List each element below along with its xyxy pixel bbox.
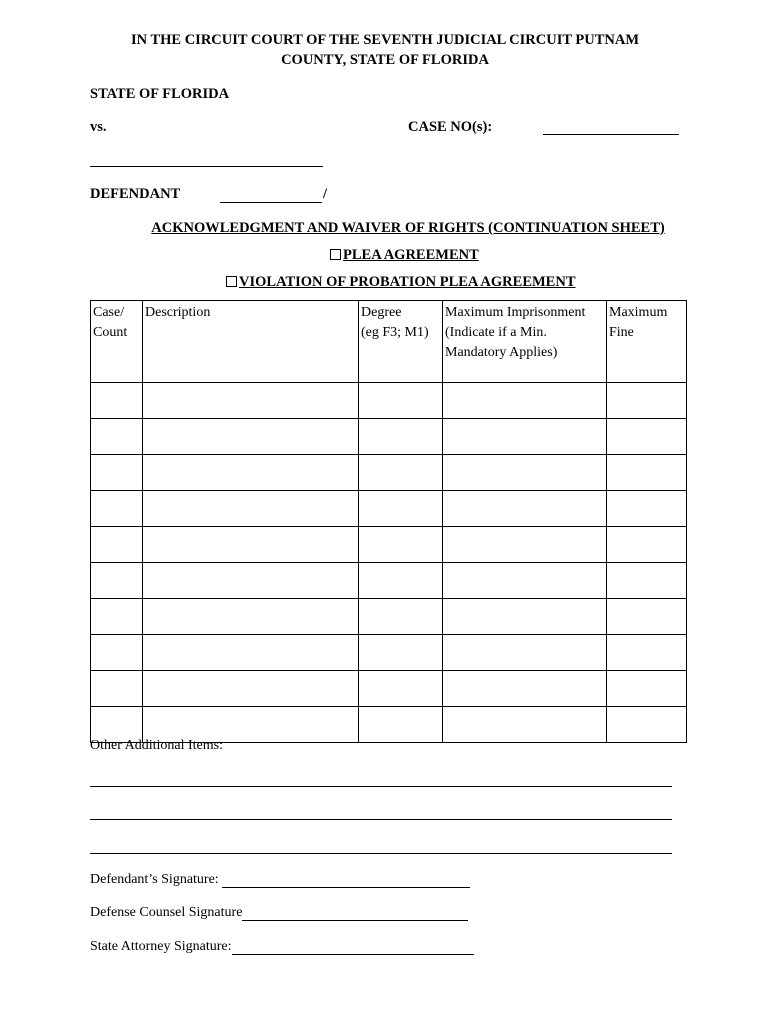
col-description-header: Description [143, 301, 359, 383]
defendant-id-field[interactable] [220, 202, 322, 203]
table-row[interactable] [91, 635, 687, 671]
court-header [90, 30, 680, 70]
other-items-line-2[interactable] [90, 819, 672, 820]
col-case-count-header: Case/ Count [91, 301, 143, 383]
counsel-signature-label: Defense Counsel Signature [90, 905, 243, 920]
table-row[interactable] [91, 527, 687, 563]
defendant-signature-label: Defendant’s Signature: [90, 872, 219, 887]
caption-slash: / [323, 186, 328, 202]
col-degree-header: Degree (eg F3; M1) [359, 301, 443, 383]
table-row[interactable] [91, 491, 687, 527]
col-max-fine-header: Maximum Fine [607, 301, 687, 383]
plea-agreement-option[interactable] [330, 247, 479, 264]
table-row[interactable] [91, 455, 687, 491]
col-max-imprisonment-header: Maximum Imprisonment (Indicate if a Min. Mandatory Applies) [443, 301, 607, 383]
versus-label: vs. [90, 119, 107, 135]
table-row[interactable] [91, 599, 687, 635]
table-row[interactable] [91, 671, 687, 707]
plaintiff-name: STATE OF FLORIDA [90, 86, 230, 102]
state-attorney-signature-row [90, 939, 474, 955]
defendant-signature-field[interactable] [222, 872, 470, 888]
state-attorney-signature-label: State Attorney Signature: [90, 939, 232, 954]
vop-plea-agreement-option[interactable] [226, 274, 576, 291]
vop-plea-agreement-label: VIOLATION OF PROBATION PLEA AGREEMENT [239, 274, 576, 290]
case-no-label: CASE NO(s): [408, 119, 493, 135]
vop-plea-agreement-checkbox[interactable] [226, 276, 237, 287]
plea-agreement-checkbox[interactable] [330, 249, 341, 260]
plea-agreement-label: PLEA AGREEMENT [343, 247, 479, 263]
court-header-line2: COUNTY, STATE OF FLORIDA [281, 52, 489, 68]
defendant-name-field[interactable] [90, 166, 323, 167]
charges-table [90, 300, 687, 743]
table-row[interactable] [91, 563, 687, 599]
counsel-signature-row [90, 905, 468, 921]
case-no-field[interactable] [543, 134, 679, 135]
defendant-label: DEFENDANT [90, 186, 181, 202]
table-row[interactable] [91, 383, 687, 419]
defendant-signature-row [90, 872, 470, 888]
other-items-line-1[interactable] [90, 786, 672, 787]
other-items-label: Other Additional Items: [90, 738, 223, 753]
form-title: ACKNOWLEDGMENT AND WAIVER OF RIGHTS (CONTINUATION SHEET) [151, 220, 665, 236]
table-header-row [91, 301, 687, 383]
counsel-signature-field[interactable] [242, 905, 468, 921]
table-row[interactable] [91, 419, 687, 455]
court-header-line1: IN THE CIRCUIT COURT OF THE SEVENTH JUDICIAL CIRCUIT PUTNAM [130, 32, 640, 48]
other-items-line-3[interactable] [90, 853, 672, 854]
state-attorney-signature-field[interactable] [232, 939, 474, 955]
